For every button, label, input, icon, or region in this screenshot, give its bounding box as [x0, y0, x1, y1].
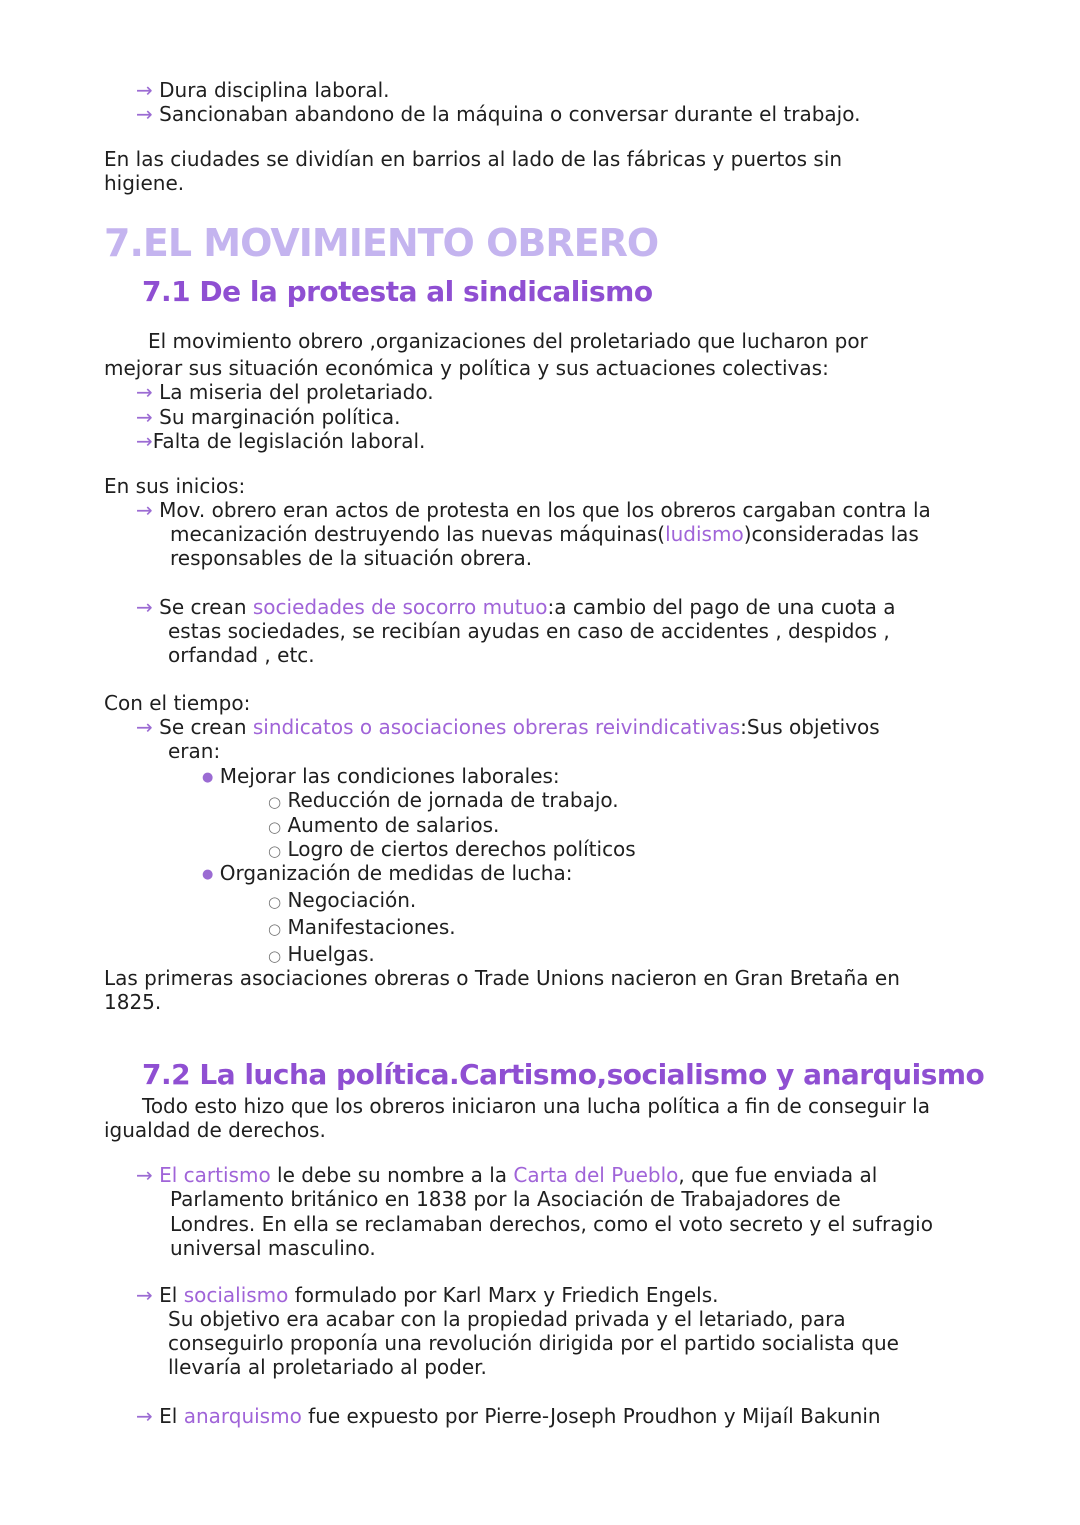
list-item: → El anarquismo fue expuesto por Pierre-Joseph Proudhon y Mijaíl Bakunin — [136, 1404, 881, 1428]
list-item: ○ Manifestaciones. — [268, 915, 456, 939]
list-item: → Su marginación política. — [136, 405, 401, 429]
circle-bullet-icon: ○ — [268, 818, 282, 836]
highlight-term: anarquismo — [183, 1404, 302, 1428]
list-item: ○ Negociación. — [268, 888, 417, 912]
list-item: ● Mejorar las condiciones laborales: — [202, 764, 560, 788]
paragraph-line: Parlamento británico en 1838 por la Asociación de Trabajadores de — [170, 1187, 841, 1211]
paragraph-line: estas sociedades, se recibían ayudas en caso de accidentes , despidos , — [168, 619, 890, 643]
circle-bullet-icon: ○ — [268, 842, 282, 860]
highlight-term: Carta del Pueblo — [513, 1163, 679, 1187]
highlight-term: sindicatos o asociaciones obreras reivindicativas — [252, 715, 741, 739]
arrow-icon: → — [136, 102, 153, 126]
arrow-icon: → — [136, 1163, 153, 1187]
paragraph-line: responsables de la situación obrera. — [170, 546, 533, 570]
paragraph-line: conseguirlo proponía una revolución dirigida por el partido socialista que — [168, 1331, 899, 1355]
paragraph-line: universal masculino. — [170, 1236, 376, 1260]
list-item: → El socialismo formulado por Karl Marx y Friedich Engels. — [136, 1283, 719, 1307]
subsection-title: 7.2 La lucha política.Cartismo,socialismo y anarquismo — [142, 1058, 985, 1091]
paragraph-line: Todo esto hizo que los obreros iniciaron una lucha política a fin de conseguir la — [142, 1094, 930, 1118]
bullet-icon: ● — [202, 867, 214, 882]
list-item: → El cartismo le debe su nombre a la Carta del Pueblo, que fue enviada al — [136, 1163, 878, 1187]
arrow-icon: → — [136, 405, 153, 429]
list-item: →Falta de legislación laboral. — [136, 429, 426, 453]
arrow-icon: → — [136, 78, 153, 102]
paragraph-line: eran: — [168, 739, 221, 763]
arrow-icon: → — [136, 498, 153, 522]
arrow-icon: → — [136, 429, 153, 453]
highlight-term: El cartismo — [159, 1163, 271, 1187]
highlight-term: sociedades de socorro mutuo — [252, 595, 548, 619]
paragraph-line: mejorar sus situación económica y política y sus actuaciones colectivas: — [104, 356, 829, 380]
list-item: → La miseria del proletariado. — [136, 380, 434, 404]
circle-bullet-icon: ○ — [268, 793, 282, 811]
paragraph-line: igualdad de derechos. — [104, 1118, 326, 1142]
arrow-icon: → — [136, 1283, 153, 1307]
list-item: → Mov. obrero eran actos de protesta en los que los obreros cargaban contra la — [136, 498, 931, 522]
list-item: ○ Aumento de salarios. — [268, 813, 500, 837]
paragraph-line: higiene. — [104, 171, 185, 195]
highlight-term: socialismo — [183, 1283, 289, 1307]
list-item: → Sancionaban abandono de la máquina o conversar durante el trabajo. — [136, 102, 861, 126]
arrow-icon: → — [136, 715, 153, 739]
paragraph-line: 1825. — [104, 990, 162, 1014]
paragraph-line: orfandad , etc. — [168, 643, 315, 667]
paragraph-line: En sus inicios: — [104, 474, 246, 498]
paragraph-line: Con el tiempo: — [104, 691, 251, 715]
section-title: 7.EL MOVIMIENTO OBRERO — [104, 221, 659, 265]
paragraph-line: Su objetivo era acabar con la propiedad privada y el letariado, para — [168, 1307, 846, 1331]
list-item: ○ Reducción de jornada de trabajo. — [268, 788, 619, 812]
paragraph-line: llevaría al proletariado al poder. — [168, 1355, 487, 1379]
paragraph-line: En las ciudades se dividían en barrios al lado de las fábricas y puertos sin — [104, 147, 843, 171]
subsection-title: 7.1 De la protesta al sindicalismo — [142, 275, 653, 308]
paragraph-line: El movimiento obrero ,organizaciones del proletariado que lucharon por — [148, 329, 868, 353]
list-item: → Se crean sindicatos o asociaciones obreras reivindicativas:Sus objetivos — [136, 715, 880, 739]
list-item: → Se crean sociedades de socorro mutuo:a cambio del pago de una cuota a — [136, 595, 896, 619]
circle-bullet-icon: ○ — [268, 947, 282, 965]
paragraph-line: Londres. En ella se reclamaban derechos, como el voto secreto y el sufragio — [170, 1212, 933, 1236]
paragraph-line: mecanización destruyendo las nuevas máquinas(ludismo)consideradas las — [170, 522, 919, 546]
bullet-icon: ● — [202, 770, 214, 785]
arrow-icon: → — [136, 595, 153, 619]
highlight-term: ludismo — [665, 522, 744, 546]
arrow-icon: → — [136, 1404, 153, 1428]
circle-bullet-icon: ○ — [268, 920, 282, 938]
circle-bullet-icon: ○ — [268, 893, 282, 911]
list-item: ○ Logro de ciertos derechos políticos — [268, 837, 636, 861]
arrow-icon: → — [136, 380, 153, 404]
list-item: ○ Huelgas. — [268, 942, 375, 966]
list-item: → Dura disciplina laboral. — [136, 78, 390, 102]
list-item: ● Organización de medidas de lucha: — [202, 861, 573, 885]
paragraph-line: Las primeras asociaciones obreras o Trade Unions nacieron en Gran Bretaña en — [104, 966, 900, 990]
